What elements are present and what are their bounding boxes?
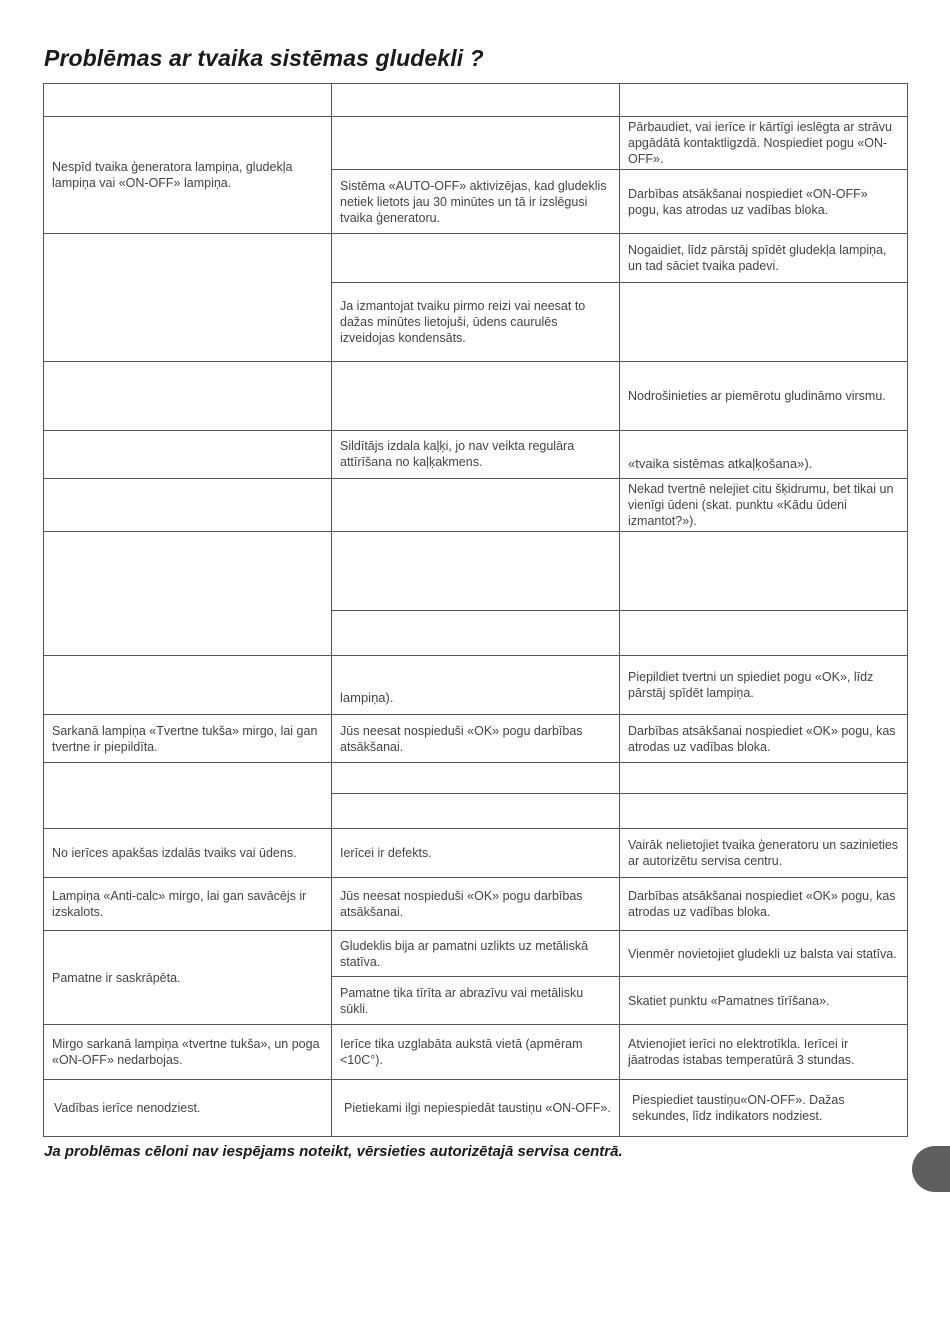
problem-cell <box>44 479 332 532</box>
solution-cell: Piepildiet tvertni un spiediet pogu «OK», līdz pārstāj spīdēt lampiņa. <box>620 656 908 715</box>
solution-cell: Nogaidiet, līdz pārstāj spīdēt gludekļa lampiņa, un tad sāciet tvaika padevi. <box>620 234 908 283</box>
solution-cell: Darbības atsākšanai nospiediet «OK» pogu, kas atrodas uz vadības bloka. <box>620 715 908 763</box>
cause-cell <box>332 479 620 532</box>
solution-cell: Vairāk nelietojiet tvaika ģeneratoru un sazinieties ar autorizētu servisa centru. <box>620 829 908 878</box>
solution-cell: Piespiediet taustiņu«ON-OFF». Dažas sekundes, līdz indikators nodziest. <box>620 1080 908 1137</box>
table-row <box>44 829 908 878</box>
table-row <box>44 532 908 611</box>
table-row <box>44 431 908 479</box>
table-header-row <box>44 84 908 117</box>
cause-cell <box>332 362 620 431</box>
cause-cell: Pamatne tika tīrīta ar abrazīvu vai metālisku sūkli. <box>332 977 620 1025</box>
problem-cell: Lampiņa «Anti-calc» mirgo, lai gan savācējs ir izskalots. <box>44 878 332 931</box>
page-title: Problēmas ar tvaika sistēmas gludekli ? <box>44 45 484 71</box>
cause-cell: Jūs neesat nospieduši «OK» pogu darbības atsākšanai. <box>332 878 620 931</box>
cause-cell <box>332 763 620 794</box>
troubleshooting-table <box>43 83 908 1137</box>
solution-cell: Pārbaudiet, vai ierīce ir kārtīgi ieslēgta ar strāvu apgādātā kontaktligzdā. Nospiediet pogu «ON-OFF». <box>620 117 908 170</box>
solution-cell: Atvienojiet ierīci no elektrotīkla. Ierīcei ir jāatrodas istabas temperatūrā 3 stundas. <box>620 1025 908 1080</box>
solution-cell: Nekad tvertnē nelejiet citu šķidrumu, bet tikai un vienīgi ūdeni (skat. punktu «Kādu ūdeni izmantot?»). <box>620 479 908 532</box>
problem-cell: Vadības ierīce nenodziest. <box>44 1080 332 1137</box>
cause-cell: Pietiekami ilgi nepiespiedāt taustiņu «ON-OFF». <box>332 1080 620 1137</box>
problem-cell <box>44 362 332 431</box>
header-cause <box>332 84 620 117</box>
solution-cell <box>620 611 908 656</box>
table-row <box>44 1080 908 1137</box>
problem-cell: Nespīd tvaika ģeneratora lampiņa, gludekļa lampiņa vai «ON-OFF» lampiņa. <box>44 117 332 234</box>
cause-cell: Ierīcei ir defekts. <box>332 829 620 878</box>
table-row <box>44 878 908 931</box>
cause-cell: Gludeklis bija ar pamatni uzlikts uz metāliskā statīva. <box>332 931 620 977</box>
cause-cell: Sildītājs izdala kaļķi, jo nav veikta regulāra attīrīšana no kaļķakmens. <box>332 431 620 479</box>
solution-cell: Darbības atsākšanai nospiediet «ON-OFF» pogu, kas atrodas uz vadības bloka. <box>620 170 908 234</box>
cause-cell <box>332 794 620 829</box>
table-row <box>44 715 908 763</box>
cause-cell: Ierīce tika uzglabāta aukstā vietā (apmēram <10C°). <box>332 1025 620 1080</box>
solution-cell: Vienmēr novietojiet gludekli uz balsta vai statīva. <box>620 931 908 977</box>
solution-cell: Nodrošinieties ar piemērotu gludināmo virsmu. <box>620 362 908 431</box>
solution-cell: «tvaika sistēmas atkaļķošana»). <box>620 431 908 479</box>
header-problem <box>44 84 332 117</box>
problem-cell: Sarkanā lampiņa «Tvertne tukša» mirgo, lai gan tvertne ir piepildīta. <box>44 715 332 763</box>
problem-cell: Mirgo sarkanā lampiņa «tvertne tukša», un poga «ON-OFF» nedarbojas. <box>44 1025 332 1080</box>
solution-cell <box>620 763 908 794</box>
solution-cell <box>620 532 908 611</box>
problem-cell <box>44 763 332 829</box>
cause-cell <box>332 532 620 611</box>
table-row <box>44 234 908 283</box>
table-row <box>44 656 908 715</box>
problem-cell <box>44 431 332 479</box>
table-row <box>44 479 908 532</box>
cause-cell: lampiņa). <box>332 656 620 715</box>
solution-cell: Skatiet punktu «Pamatnes tīrīšana». <box>620 977 908 1025</box>
table-row <box>44 362 908 431</box>
problem-cell <box>44 656 332 715</box>
problem-cell: Pamatne ir saskrāpēta. <box>44 931 332 1025</box>
solution-cell: Darbības atsākšanai nospiediet «OK» pogu, kas atrodas uz vadības bloka. <box>620 878 908 931</box>
solution-cell <box>620 794 908 829</box>
problem-cell <box>44 234 332 362</box>
footer-note: Ja problēmas cēloni nav iespējams noteikt, vērsieties autorizētajā servisa centrā. <box>44 1143 623 1160</box>
cause-cell: Ja izmantojat tvaiku pirmo reizi vai neesat to dažas minūtes lietojuši, ūdens caurulēs izveidojas kondensāts. <box>332 283 620 362</box>
table-row <box>44 763 908 794</box>
cause-cell <box>332 611 620 656</box>
page-tab-marker <box>912 1146 950 1192</box>
cause-cell: Jūs neesat nospieduši «OK» pogu darbības atsākšanai. <box>332 715 620 763</box>
table-row <box>44 117 908 170</box>
table-row <box>44 1025 908 1080</box>
table-row <box>44 931 908 977</box>
header-solution <box>620 84 908 117</box>
problem-cell: No ierīces apakšas izdalās tvaiks vai ūdens. <box>44 829 332 878</box>
cause-cell <box>332 117 620 170</box>
cause-cell: Sistēma «AUTO-OFF» aktivizējas, kad gludeklis netiek lietots jau 30 minūtes un tā ir izslēgusi tvaika ģeneratoru. <box>332 170 620 234</box>
solution-cell <box>620 283 908 362</box>
problem-cell <box>44 532 332 656</box>
cause-cell <box>332 234 620 283</box>
